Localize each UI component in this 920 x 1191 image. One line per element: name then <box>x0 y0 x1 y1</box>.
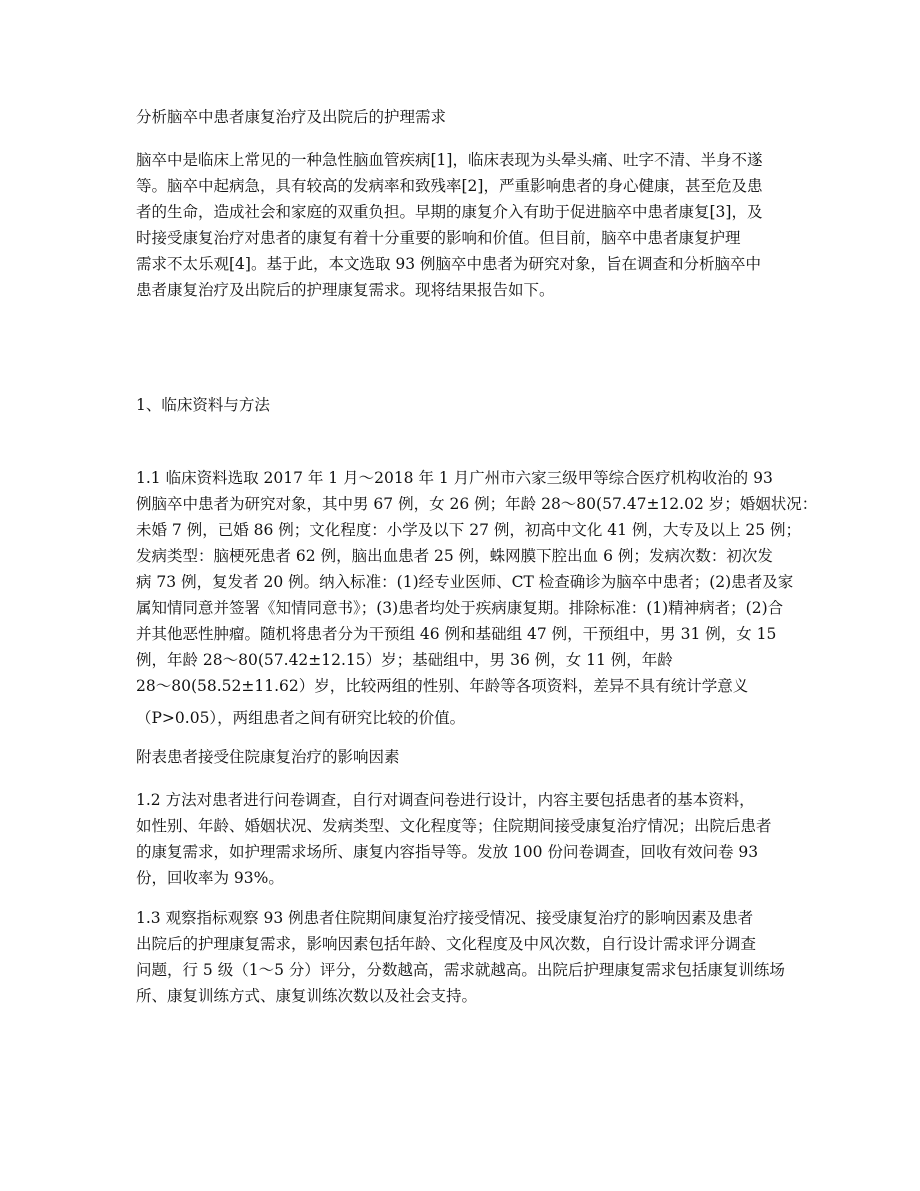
text-line: 属知情同意并签署《知情同意书》；(3)患者均处于疾病康复期。排除标准：(1)精神病者；(2)合 <box>136 599 784 617</box>
paragraph-1-2 <box>136 787 816 891</box>
paragraph-1-1 <box>136 465 816 699</box>
text-line: 病 73 例，复发者 20 例。纳入标准：(1)经专业医师、CT 检查确诊为脑卒中患者；(2)患者及家 <box>136 573 794 591</box>
text-line: 所、康复训练方式、康复训练次数以及社会支持。 <box>136 987 478 1005</box>
text-line: 例，年龄 28～80(57.42±12.15）岁；基础组中，男 36 例，女 11 例，年龄 <box>136 651 673 669</box>
text-line: 如性别、年龄、婚姻状况、发病类型、文化程度等；住院期间接受康复治疗情况；出院后患者 <box>136 817 772 835</box>
text-line: 需求不太乐观[4]。基于此，本文选取 93 例脑卒中患者为研究对象，旨在调查和分析脑卒中 <box>136 255 762 273</box>
text-line: 的康复需求，如护理需求场所、康复内容指导等。发放 100 份问卷调查，回收有效问卷 93 <box>136 843 759 861</box>
paragraph-1-3 <box>136 905 816 1009</box>
text-line: 问题，行 5 级（1～5 分）评分，分数越高，需求就越高。出院后护理康复需求包括康复训练场 <box>136 961 785 979</box>
text-line: 并其他恶性肿瘤。随机将患者分为干预组 46 例和基础组 47 例，干预组中，男 31 例，女 15 <box>136 625 777 643</box>
paragraph-1-1-end: （P>0.05），两组患者之间有研究比较的价值。 <box>136 709 466 727</box>
document-title: 分析脑卒中患者康复治疗及出院后的护理需求 <box>136 108 447 126</box>
text-line: 1.3 观察指标观察 93 例患者住院期间康复治疗接受情况、接受康复治疗的影响因素及患者 <box>136 909 754 927</box>
text-line: 时接受康复治疗对患者的康复有着十分重要的影响和价值。但目前，脑卒中患者康复护理 <box>136 229 741 247</box>
text-line: 患者康复治疗及出院后的护理康复需求。现将结果报告如下。 <box>136 281 555 299</box>
text-line: 等。脑卒中起病急，具有较高的发病率和致残率[2]，严重影响患者的身心健康，甚至危及患 <box>136 177 763 195</box>
table-caption: 附表患者接受住院康复治疗的影响因素 <box>136 748 400 766</box>
section-heading: 1、临床资料与方法 <box>136 396 270 414</box>
text-line: 发病类型：脑梗死患者 62 例，脑出血患者 25 例，蛛网膜下腔出血 6 例；发病次数：初次发 <box>136 547 773 565</box>
text-line: 未婚 7 例，已婚 86 例；文化程度：小学及以下 27 例，初高中文化 41 例，大专及以上 25 例； <box>136 521 802 539</box>
text-line: 1.2 方法对患者进行问卷调查，自行对调查问卷进行设计，内容主要包括患者的基本资料， <box>136 791 755 809</box>
intro-paragraph <box>136 147 816 303</box>
text-line: 份，回收率为 93%。 <box>136 869 284 887</box>
text-line: 者的生命，造成社会和家庭的双重负担。早期的康复介入有助于促进脑卒中患者康复[3]，及 <box>136 203 763 221</box>
text-line: 出院后的护理康复需求，影响因素包括年龄、文化程度及中风次数，自行设计需求评分调查 <box>136 935 757 953</box>
text-line: 脑卒中是临床上常见的一种急性脑血管疾病[1]，临床表现为头晕头痛、吐字不清、半身不遂 <box>136 151 763 169</box>
text-line: 例脑卒中患者为研究对象，其中男 67 例，女 26 例；年龄 28～80(57.47±12.02 岁；婚姻状况： <box>136 495 818 513</box>
text-line: 1.1 临床资料选取 2017 年 1 月～2018 年 1 月广州市六家三级甲等综合医疗机构收治的 93 <box>136 469 773 487</box>
text-line: 28～80(58.52±11.62）岁，比较两组的性别、年龄等各项资料，差异不具有统计学意义 <box>136 677 749 695</box>
